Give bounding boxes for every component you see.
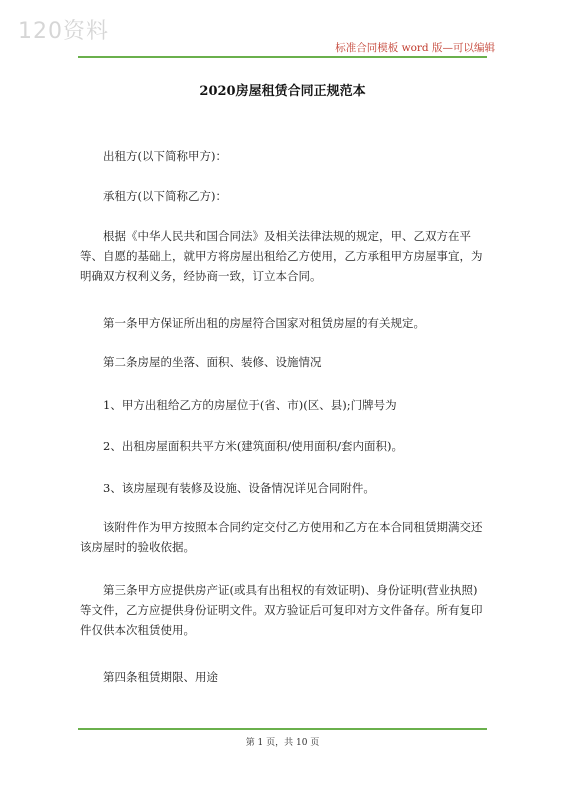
paragraph-lessor: 出租方(以下简称甲方)：: [103, 149, 227, 163]
paragraph-lessee: 承租方(以下简称乙方)：: [103, 189, 227, 203]
paragraph-item-1: 1、甲方出租给乙方的房屋位于(省、市)(区、县);门牌号为: [103, 398, 397, 412]
document-title: 2020房屋租赁合同正规范本: [199, 84, 366, 99]
footer-divider: [78, 728, 487, 730]
page-number: 第 1 页，共 10 页: [245, 738, 320, 748]
header-divider: [78, 56, 487, 58]
paragraph-article-1: 第一条甲方保证所出租的房屋符合国家对租赁房屋的有关规定。: [103, 316, 425, 330]
header-note: 标准合同模板 word 版—可以编辑: [335, 42, 495, 54]
paragraph-appendix-note: 该附件作为甲方按照本合同约定交付乙方使用和乙方在本合同租赁期满交还该房屋时的验收依据。: [80, 520, 483, 554]
paragraph-article-4: 第四条租赁期限、用途: [103, 670, 218, 684]
paragraph-article-2: 第二条房屋的坐落、面积、装修、设施情况: [103, 355, 322, 369]
paragraph-item-2: 2、出租房屋面积共平方米(建筑面积/使用面积/套内面积)。: [103, 439, 404, 453]
paragraph-preamble: 根据《中华人民共和国合同法》及相关法律法规的规定，甲、乙双方在平等、自愿的基础上，就甲方将房屋出租给乙方使用，乙方承租甲方房屋事宜，为明确双方权利义务，经协商一致，订立本合同。: [80, 229, 483, 283]
paragraph-item-3: 3、该房屋现有装修及设施、设备情况详见合同附件。: [103, 481, 375, 495]
watermark-logo: 120资料: [18, 19, 109, 44]
paragraph-article-3: 第三条甲方应提供房产证(或具有出租权的有效证明)、身份证明(营业执照)等文件，乙方应提供身份证明文件。双方验证后可复印对方文件备存。所有复印件仅供本次租赁使用。: [80, 583, 483, 637]
